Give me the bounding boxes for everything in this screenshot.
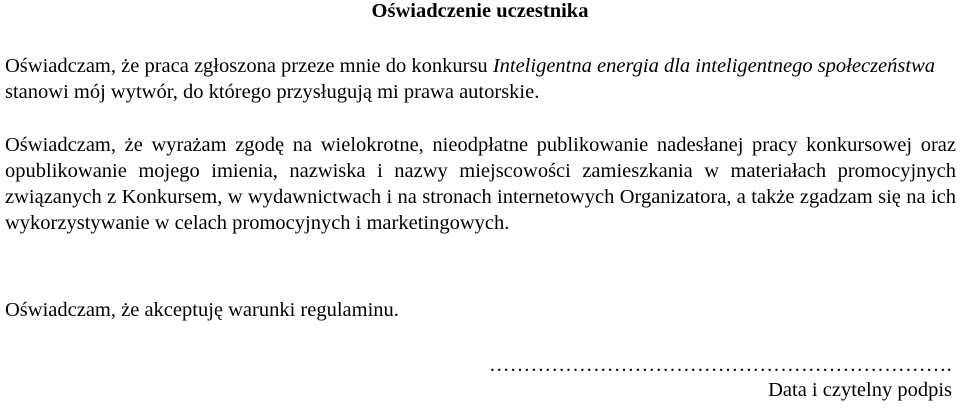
statement-authorship <box>5 53 956 105</box>
statement-authorship-text-start: Oświadczam, że praca zgłoszona przeze mnie do konkursu <box>5 55 493 77</box>
document-title: Oświadczenie uczestnika <box>371 0 589 22</box>
statement-publication-consent: Oświadczam, że wyrażam zgodę na wielokrotne, nieodpłatne publikowanie nadesłanej pracy konkursowej oraz opublikowanie mojego imienia, nazwiska i nazwy miejscowości zamieszkania w materiałach promocyjnych związanych z Konkursem, w wydawnictwach i na stronach internetowych Organizatora, a także zgadzam się na ich wykorzystywanie w celach promocyjnych i marketingowych. <box>5 134 956 234</box>
statement-rules-acceptance: Oświadczam, że akceptuję warunki regulaminu. <box>5 299 399 321</box>
statement-authorship-text-end: stanowi mój wytwór, do którego przysługują mi prawa autorskie. <box>5 81 540 103</box>
contest-name: Inteligentna energia dla inteligentnego społeczeństwa <box>492 55 935 77</box>
signature-dotted-line: …………………………………………………………. <box>488 354 952 376</box>
signature-label: Data i czytelny podpis <box>768 379 952 401</box>
